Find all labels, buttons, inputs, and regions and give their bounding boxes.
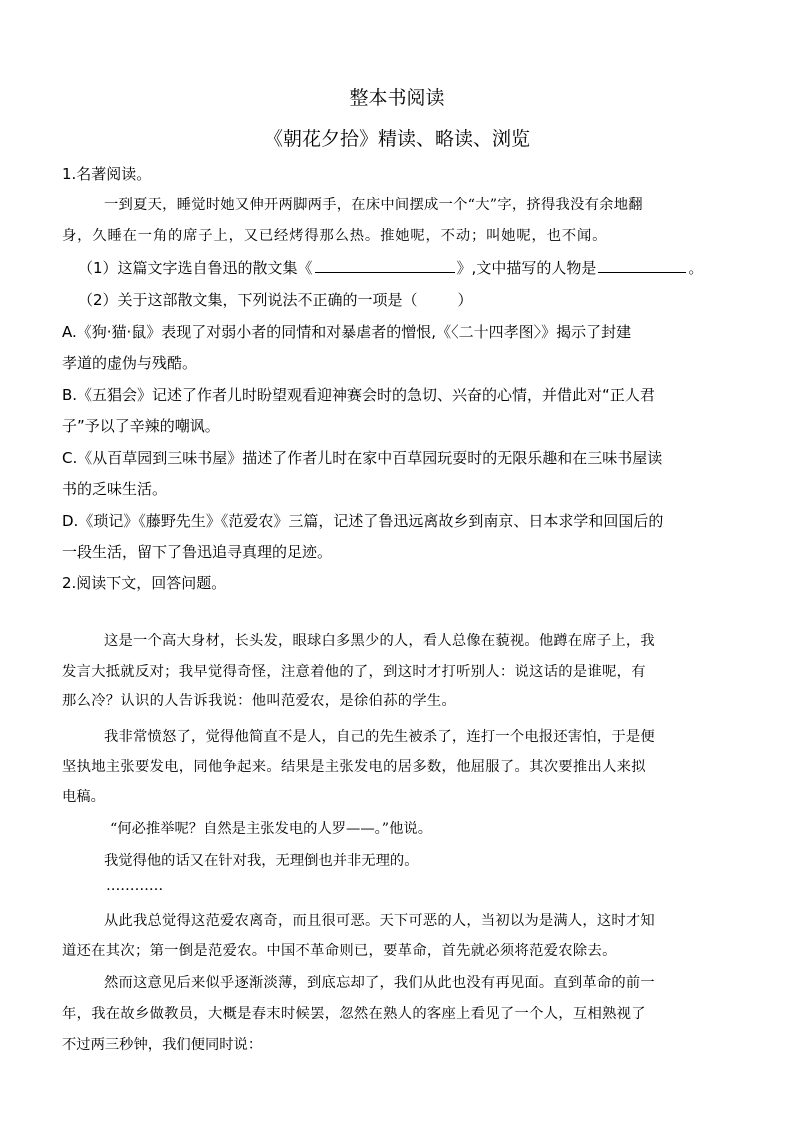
q1-sub2-text-after: ）	[457, 291, 473, 309]
q1-subquestion-2	[78, 290, 473, 310]
option-d-line-1: D.《琐记》《藤野先生》《范爱农》三篇，记述了鲁迅远离故乡到南京、日本求学和回国后的	[62, 512, 664, 530]
q2-passage-line-5: 坚执地主张要发电，同他争起来。结果是主张发电的居多数，他屈服了。其次要推出人来拟	[62, 759, 646, 775]
q2-passage-line-11: 道还在其次；第一倒是范爱农。中国不革命则已，要革命，首先就必须将范爱农除去。	[62, 943, 617, 959]
q2-passage-line-3: 那么冷？认识的人告诉我说：他叫范爱农，是徐伯荪的学生。	[62, 693, 457, 709]
q2-passage-line-4: 我非常愤怒了，觉得他简直不是人，自己的先生被杀了，连打一个电报还害怕，于是便	[104, 729, 655, 745]
q1-passage-line-2: 身，久睡在一角的席子上，又已经烤得那么热。推她呢，不动；叫她呢，也不闻。	[62, 228, 608, 244]
q2-passage-line-13: 年，我在故乡做教员，大概是春末时候罢，忽然在熟人的客座上看见了一个人，互相熟视了	[62, 1006, 646, 1022]
option-b-line-2: 子”予以了辛辣的嘲讽。	[62, 417, 220, 435]
document-subtitle: 《朝花夕拾》精读、略读、浏览	[263, 128, 530, 150]
q2-ellipsis: …………	[106, 878, 164, 894]
option-d-line-2: 一段生活，留下了鲁迅追寻真理的足迹。	[62, 543, 333, 561]
q1-sub2-text-before: （2）关于这部散文集，下列说法不正确的一项是（	[78, 291, 418, 309]
question-2-heading: 2.阅读下文，回答问题。	[62, 574, 227, 592]
q1-sub1-text-middle: 》,文中描写的人物是	[456, 259, 597, 277]
option-b-line-1: B.《五猖会》记述了作者儿时盼望观看迎神赛会时的急切、兴奋的心情，并借此对“正人君	[62, 386, 655, 404]
q2-passage-line-2: 发言大抵就反对；我早觉得奇怪，注意着他的了，到这时才打听别人：说这话的是谁呢，有	[62, 664, 646, 680]
q2-passage-line-8: 我觉得他的话又在针对我，无理倒也并非无理的。	[104, 853, 419, 869]
option-a-line-1: A.《狗·猫·鼠》表现了对弱小者的同情和对暴虐者的憎恨,《〈二十四孝图〉》揭示了封建	[62, 323, 632, 341]
option-a-line-2: 孝道的虚伪与残酷。	[62, 354, 198, 372]
q2-passage-line-14: 不过两三秒钟，我们便同时说：	[62, 1037, 263, 1053]
q2-passage-line-10: 从此我总觉得这范爱农离奇，而且很可恶。天下可恶的人，当初以为是满人，这时才知	[104, 913, 655, 929]
q2-passage-line-1: 这是一个高大身材，长头发，眼球白多黑少的人，看人总像在藐视。他蹲在席子上，我	[104, 633, 655, 649]
option-c-line-1: C.《从百草园到三味书屋》描述了作者儿时在家中百草园玩耍时的无限乐趣和在三味书屋读	[62, 449, 663, 467]
q2-passage-line-7: “何必推举呢？自然是主张发电的人罗——。”他说。	[110, 821, 432, 837]
q1-passage-line-1: 一到夏天，睡觉时她又伸开两脚两手，在床中间摆成一个“大”字，挤得我没有余地翻	[104, 197, 643, 213]
q2-passage-line-6: 电稿。	[62, 789, 105, 805]
document-title: 整本书阅读	[349, 87, 445, 109]
question-1-heading: 1.名著阅读。	[62, 165, 152, 183]
q1-subquestion-1	[78, 258, 703, 278]
q1-sub1-text-before: （1）这篇文字选自鲁迅的散文集《	[78, 259, 313, 277]
collection-title-blank[interactable]	[315, 258, 455, 273]
character-name-blank[interactable]	[598, 258, 686, 273]
q1-sub1-text-after: 。	[688, 259, 704, 277]
q2-passage-line-12: 然而这意见后来似乎逐渐淡薄，到底忘却了，我们从此也没有再见面。直到革命的前一	[104, 975, 655, 991]
option-c-line-2: 书的乏味生活。	[62, 480, 168, 498]
